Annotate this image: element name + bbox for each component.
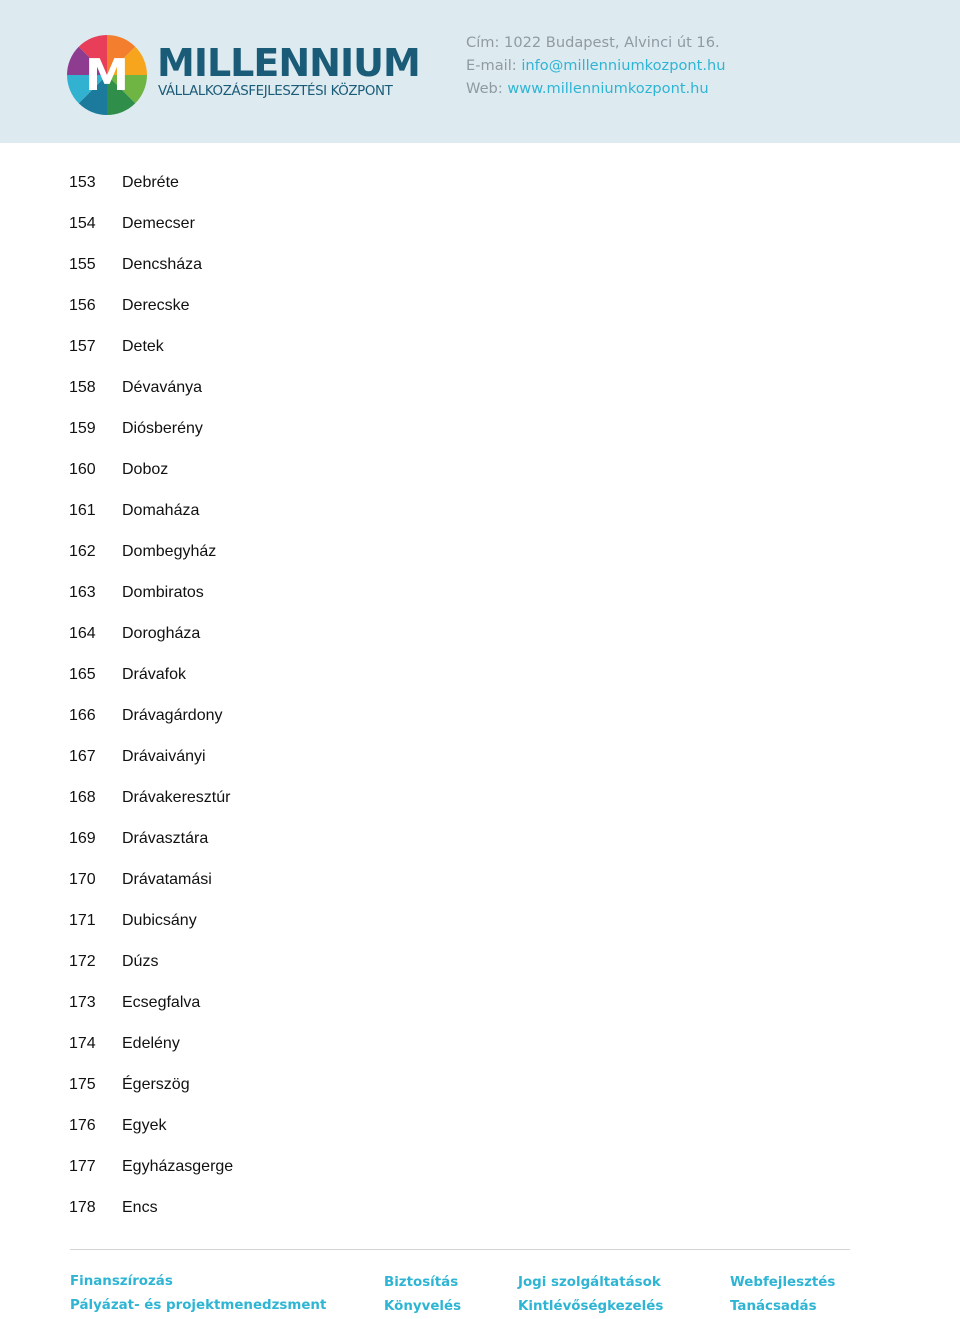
list-item [69,818,233,859]
list-item [69,1064,233,1105]
item-name: Drávagárdony [122,706,223,724]
footer-link-konyveles[interactable]: Könyvelés [384,1299,462,1314]
item-number: 163 [69,583,96,601]
email-link[interactable]: info@millenniumkozpont.hu [521,57,726,74]
item-name: Égerszög [122,1075,190,1093]
web-link[interactable]: www.millenniumkozpont.hu [507,80,709,97]
list-item [69,162,233,203]
item-number: 178 [69,1198,96,1216]
item-name: Detek [122,337,164,355]
item-name: Dévaványa [122,378,203,396]
item-number: 162 [69,542,96,560]
address-label: Cím: [466,34,500,51]
email-line [466,54,726,77]
list-item [69,1187,233,1228]
footer-link-jogi[interactable]: Jogi szolgáltatások [518,1275,661,1290]
item-number: 153 [69,173,96,191]
item-number: 161 [69,501,96,519]
millennium-logo-icon [67,35,147,115]
item-name: Drávafok [122,665,187,683]
item-number: 172 [69,952,96,970]
item-name: Drávasztára [122,829,209,847]
item-number: 158 [69,378,96,396]
item-name: Dombegyház [122,542,217,560]
item-name: Diósberény [122,419,203,437]
page-header [0,0,960,143]
item-number: 177 [69,1157,96,1175]
list-item [69,613,233,654]
item-number: 175 [69,1075,96,1093]
item-name: Debréte [122,173,179,191]
list-item [69,1146,233,1187]
item-name: Dombiratos [122,583,204,601]
list-item [69,654,233,695]
item-name: Domaháza [122,501,200,519]
footer-divider [70,1249,850,1250]
list-item [69,1105,233,1146]
list-item [69,859,233,900]
list-item [69,449,233,490]
item-name: Egyek [122,1116,167,1134]
item-number: 156 [69,296,96,314]
item-name: Dorogháza [122,624,201,642]
item-name: Ecsegfalva [122,993,201,1011]
web-label: Web: [466,80,503,97]
item-number: 159 [69,419,96,437]
list-item [69,531,233,572]
footer-link-biztositas[interactable]: Biztosítás [384,1275,459,1290]
list-item [69,490,233,531]
settlement-list [69,162,233,1228]
list-item [69,244,233,285]
item-name: Edelény [122,1034,180,1052]
list-item [69,285,233,326]
footer-link-tanacsadas[interactable]: Tanácsadás [730,1299,817,1314]
list-item [69,326,233,367]
web-line [466,77,726,100]
footer-link-kintlevoseg[interactable]: Kintlévőségkezelés [518,1299,664,1314]
item-name: Drávakeresztúr [122,788,231,806]
email-label: E-mail: [466,57,517,74]
list-item [69,900,233,941]
item-name: Dúzs [122,952,159,970]
item-number: 171 [69,911,96,929]
footer-link-webfejlesztes[interactable]: Webfejlesztés [730,1275,836,1290]
list-item [69,408,233,449]
item-name: Dubicsány [122,911,197,929]
item-name: Drávaiványi [122,747,206,765]
item-number: 169 [69,829,96,847]
address-line [466,31,726,54]
item-name: Egyházasgerge [122,1157,234,1175]
item-name: Drávatamási [122,870,212,888]
brand-subtitle: VÁLLALKOZÁSFEJLESZTÉSI KÖZPONT [158,84,393,99]
list-item [69,941,233,982]
item-name: Doboz [122,460,169,478]
brand-name: MILLENNIUM [157,41,420,85]
svg-text:M: M [85,50,129,101]
item-number: 165 [69,665,96,683]
list-item [69,367,233,408]
list-item [69,695,233,736]
item-name: Derecske [122,296,190,314]
footer-link-finanszirozas[interactable]: Finanszírozás [70,1274,173,1289]
list-item [69,982,233,1023]
list-item [69,777,233,818]
item-number: 166 [69,706,96,724]
item-number: 170 [69,870,96,888]
item-number: 173 [69,993,96,1011]
footer-link-palyazat[interactable]: Pályázat- és projektmenedzsment [70,1298,327,1313]
item-number: 157 [69,337,96,355]
item-name: Demecser [122,214,195,232]
address-value: 1022 Budapest, Alvinci út 16. [504,34,720,51]
item-number: 160 [69,460,96,478]
item-name: Encs [122,1198,158,1216]
item-number: 176 [69,1116,96,1134]
item-number: 174 [69,1034,96,1052]
item-number: 167 [69,747,96,765]
item-number: 164 [69,624,96,642]
list-item [69,572,233,613]
contact-block [466,31,726,100]
item-number: 155 [69,255,96,273]
list-item [69,736,233,777]
item-name: Dencsháza [122,255,203,273]
item-number: 154 [69,214,96,232]
list-item [69,1023,233,1064]
list-item [69,203,233,244]
item-number: 168 [69,788,96,806]
